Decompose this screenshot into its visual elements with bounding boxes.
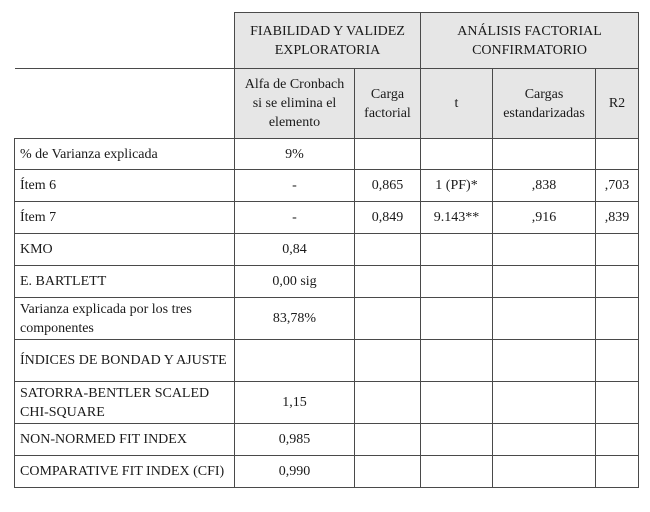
table-cell: [596, 456, 639, 488]
row-label: E. BARTLETT: [15, 266, 235, 298]
table-cell: [596, 266, 639, 298]
table-cell: [421, 424, 493, 456]
table-cell: [355, 382, 421, 424]
table-cell: [596, 340, 639, 382]
table-cell: [421, 234, 493, 266]
table-cell: [421, 266, 493, 298]
table-cell: 1,15: [235, 382, 355, 424]
table-cell: [355, 424, 421, 456]
table-cell: [493, 139, 596, 170]
table-cell: [421, 456, 493, 488]
table-cell: [355, 234, 421, 266]
table-cell: [596, 424, 639, 456]
table-row: [15, 340, 639, 382]
table-row: [15, 298, 639, 340]
table-row: [15, 424, 639, 456]
table-cell: 9.143**: [421, 202, 493, 234]
row-label: KMO: [15, 234, 235, 266]
table-cell: [355, 266, 421, 298]
col-header-t: t: [421, 69, 493, 139]
table-cell: 0,00 sig: [235, 266, 355, 298]
table-cell: [355, 298, 421, 340]
col-header-r2: R2: [596, 69, 639, 139]
table-row: [15, 382, 639, 424]
table-cell: ,839: [596, 202, 639, 234]
table-cell: [493, 424, 596, 456]
row-label: Ítem 6: [15, 170, 235, 202]
table-cell: [355, 340, 421, 382]
table-cell: 0,84: [235, 234, 355, 266]
col-header-cargas-std: Cargas estandarizadas: [493, 69, 596, 139]
corner-blank: [15, 13, 235, 69]
row-label: Ítem 7: [15, 202, 235, 234]
table-row: [15, 234, 639, 266]
table-cell: [421, 298, 493, 340]
table-cell: -: [235, 170, 355, 202]
results-table: [14, 12, 639, 488]
corner-blank: [15, 69, 235, 139]
table-cell: [493, 234, 596, 266]
table-cell: [596, 298, 639, 340]
table-cell: [421, 340, 493, 382]
row-label: NON-NORMED FIT INDEX: [15, 424, 235, 456]
table-cell: 0,990: [235, 456, 355, 488]
row-label: % de Varianza explicada: [15, 139, 235, 170]
table-cell: [355, 139, 421, 170]
table-row: [15, 266, 639, 298]
row-label: ÍNDICES DE BONDAD Y AJUSTE: [15, 340, 235, 382]
table-cell: [493, 340, 596, 382]
table-cell: ,916: [493, 202, 596, 234]
table-cell: -: [235, 202, 355, 234]
table-cell: 0,985: [235, 424, 355, 456]
table-row: [15, 456, 639, 488]
table-cell: 0,865: [355, 170, 421, 202]
table-cell: [355, 456, 421, 488]
table-cell: [493, 456, 596, 488]
row-label: Varianza explicada por los tres componentes: [15, 298, 235, 340]
group-header-exploratory: FIABILIDAD Y VALIDEZ EXPLORATORIA: [235, 13, 421, 69]
table-cell: ,703: [596, 170, 639, 202]
table-cell: [493, 382, 596, 424]
table-cell: [596, 139, 639, 170]
table-row: [15, 139, 639, 170]
table-cell: [493, 298, 596, 340]
table-cell: 1 (PF)*: [421, 170, 493, 202]
row-label: SATORRA-BENTLER SCALED CHI-SQUARE: [15, 382, 235, 424]
table-cell: ,838: [493, 170, 596, 202]
table-cell: 83,78%: [235, 298, 355, 340]
table-cell: [493, 266, 596, 298]
group-header-confirmatory: ANÁLISIS FACTORIAL CONFIRMATORIO: [421, 13, 639, 69]
table-cell: [421, 382, 493, 424]
table-cell: 9%: [235, 139, 355, 170]
table-cell: [596, 234, 639, 266]
col-header-carga: Carga factorial: [355, 69, 421, 139]
table-cell: [235, 340, 355, 382]
table-cell: [596, 382, 639, 424]
col-header-alfa: Alfa de Cronbach si se elimina el elemento: [235, 69, 355, 139]
table-cell: [421, 139, 493, 170]
row-label: COMPARATIVE FIT INDEX (CFI): [15, 456, 235, 488]
table-cell: 0,849: [355, 202, 421, 234]
table-row: [15, 202, 639, 234]
table-row: [15, 170, 639, 202]
